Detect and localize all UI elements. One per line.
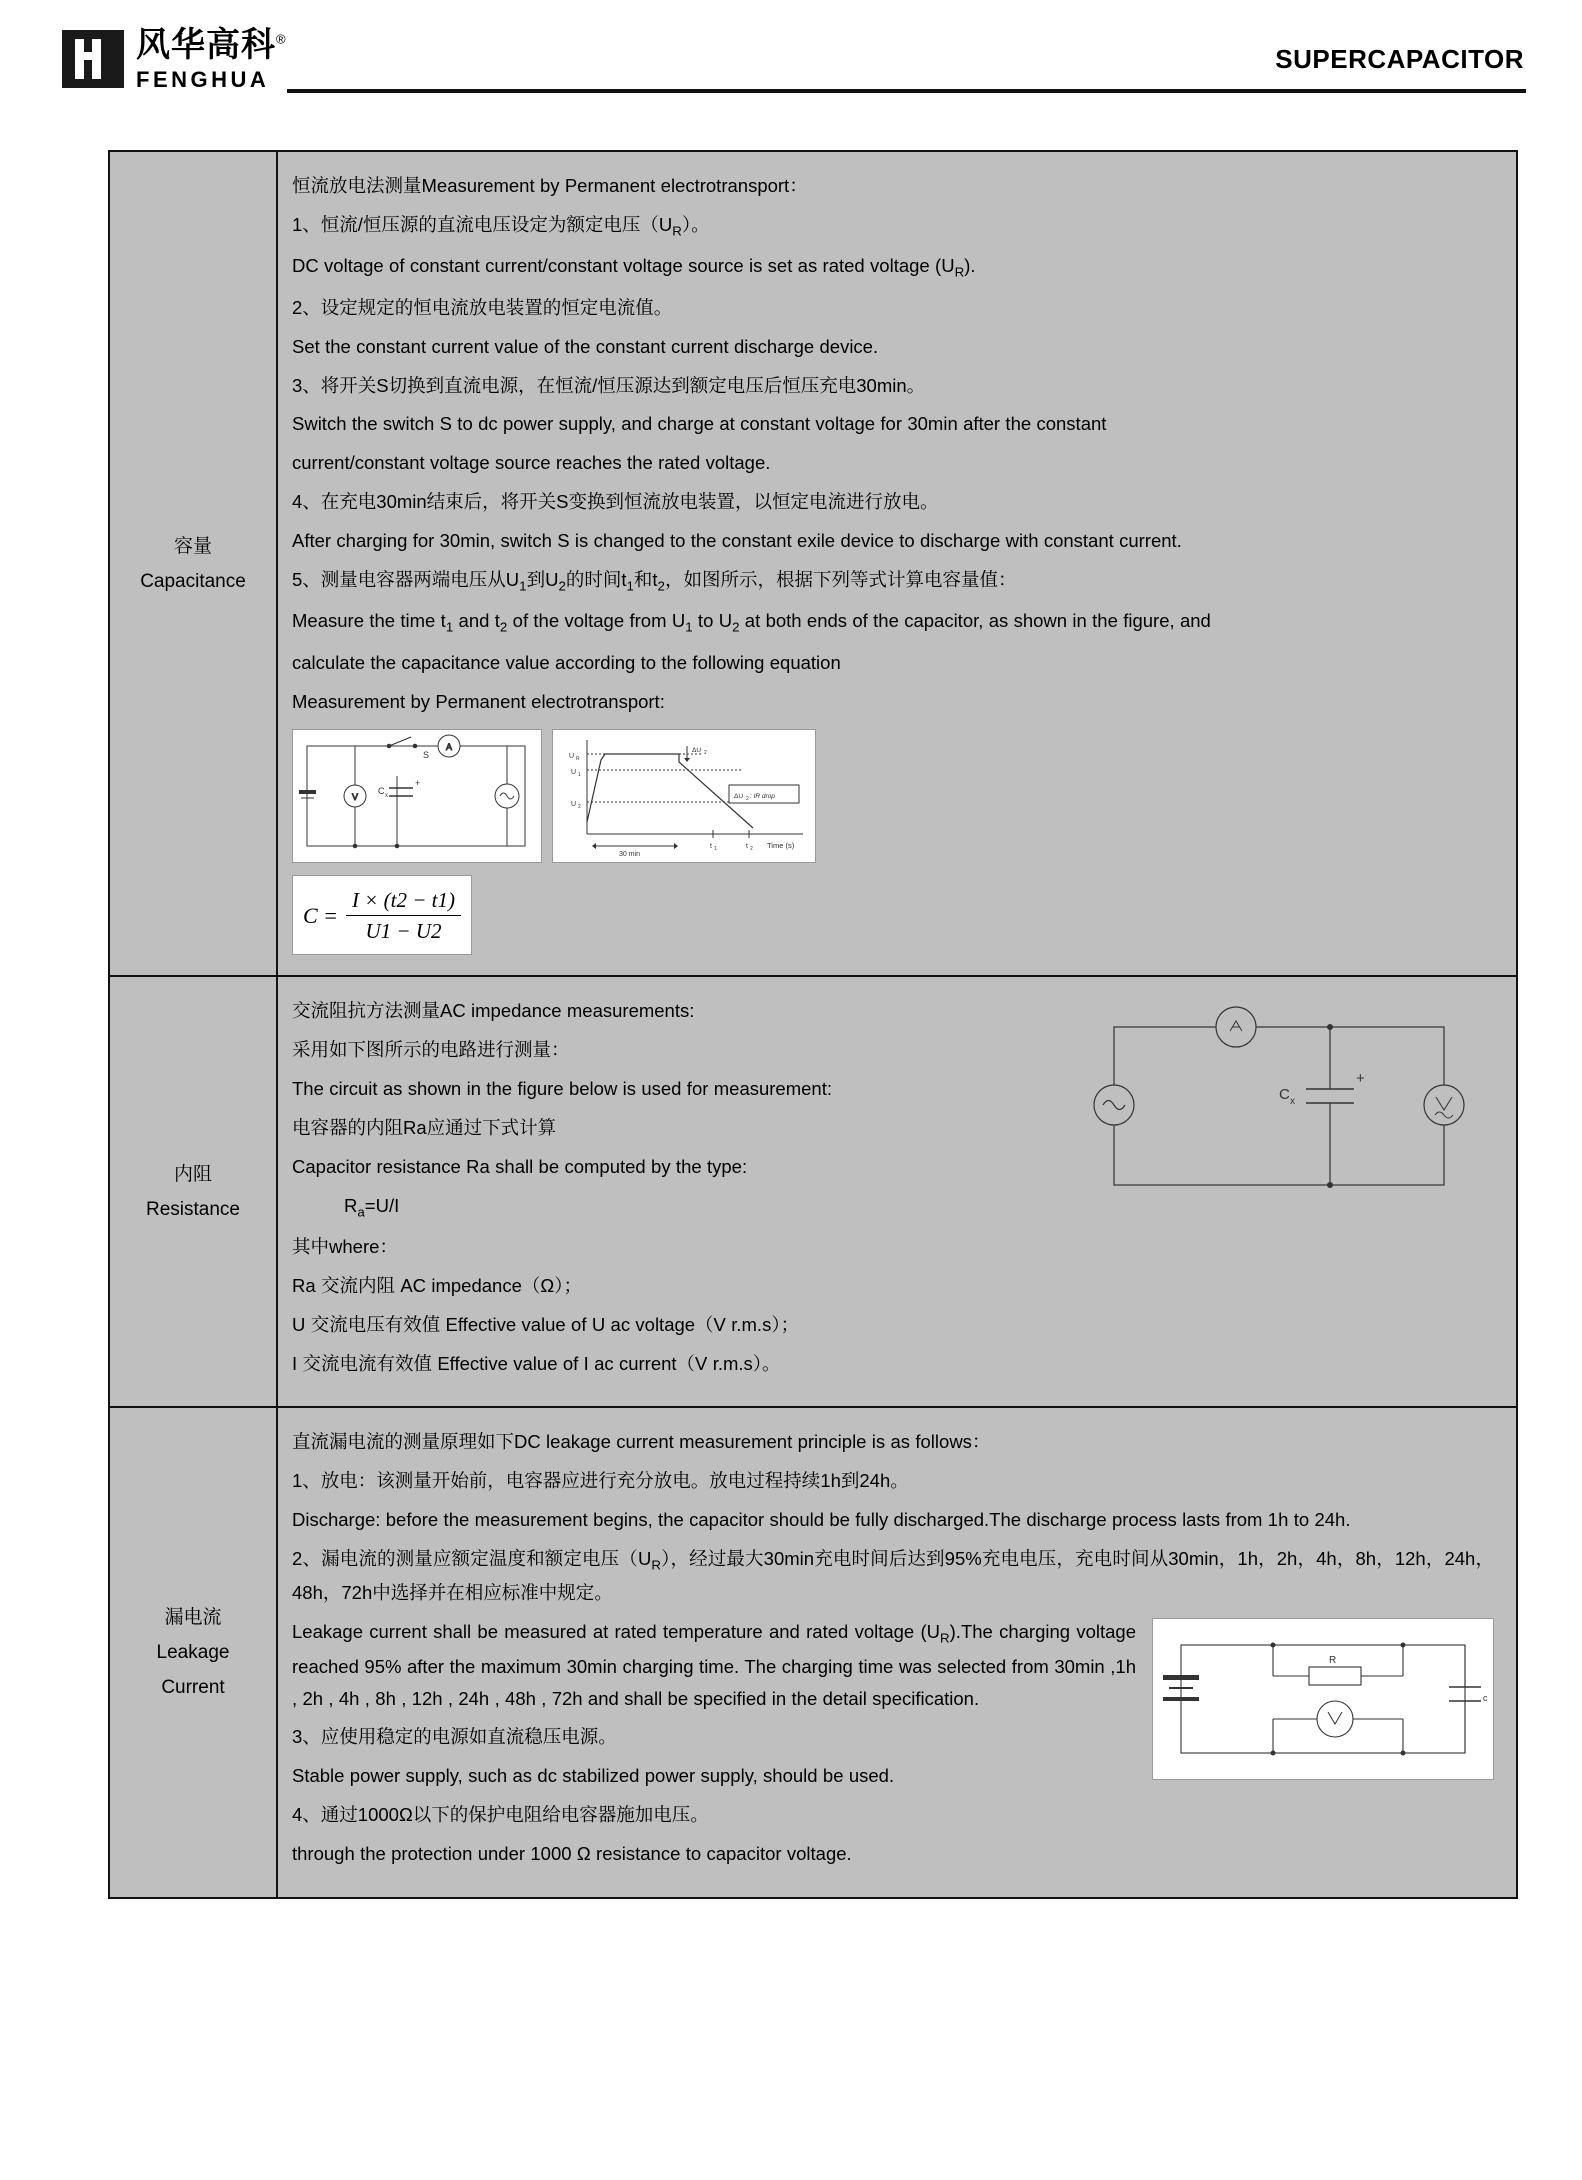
text-line: 3、将开关S切换到直流电源，在恒流/恒压源达到额定电压后恒压充电30min。 — [292, 374, 926, 396]
svg-text:x: x — [385, 793, 388, 800]
svg-text:1: 1 — [578, 772, 581, 779]
text-line: DC voltage of constant current/constant voltage source is set as rated voltage $(U_R)$. — [292, 255, 976, 281]
text-line: current/constant voltage source reaches the rated voltage. — [292, 452, 771, 474]
header-divider — [287, 89, 1526, 93]
fenghua-logo-icon — [62, 30, 124, 88]
row-label-en: Resistance — [146, 1198, 240, 1220]
text-line: Stable power supply, such as dc stabilized power supply, should be used. — [292, 1765, 895, 1787]
svg-text:30 min: 30 min — [619, 851, 641, 859]
svg-text:ΔU: ΔU — [692, 747, 702, 755]
svg-text:t: t — [746, 843, 748, 851]
text-line: 1、放电：该测量开始前，电容器应进行充分放电。放电过程持续1h到24h。 — [292, 1470, 909, 1492]
text-line: 直流漏电流的测量原理如下DC leakage current measurement principle is as follows： — [292, 1431, 991, 1453]
table-row — [109, 151, 1517, 976]
text-line: Leakage current shall be measured at rated temperature and rated voltage $(U_R).The$ charging voltage reached 95% after the maximum 30min charging time. The charging time was selected from 30min ,1h , 2h , 4h , 8h , 12h , 24h , 48h , 72h and shall be specified in the detail specification. — [292, 1621, 1136, 1709]
text-line: 5、测量电容器两端电压从$U_1$到$U_2$的时间$t_1$和$t_2$，如图所示，根据下列等式计算电容量值： — [292, 568, 1017, 594]
text-line: Capacitor resistance Ra shall be computed by the type: — [292, 1155, 748, 1177]
row-label-capacitance — [109, 151, 277, 976]
svg-text:: IR drop: : IR drop — [750, 793, 775, 801]
row-body-resistance — [277, 976, 1517, 1407]
figure-row-capacitance — [292, 729, 1494, 863]
specification-table — [108, 150, 1518, 1899]
text-line: Set the constant current value of the constant current discharge device. — [292, 335, 879, 357]
text-line: 恒流放电法测量Measurement by Permanent electrotransport： — [292, 175, 808, 196]
svg-text:A: A — [445, 742, 453, 753]
svg-text:R: R — [576, 756, 580, 763]
text-line: 3、应使用稳定的电源如直流稳压电源。 — [292, 1726, 617, 1748]
svg-text:U: U — [569, 753, 575, 761]
svg-text:2: 2 — [750, 846, 753, 853]
text-line: Measurement by Permanent electrotransport: — [292, 690, 665, 712]
row-label-leakage-current — [109, 1407, 277, 1897]
text-line: 采用如下图所示的电路进行测量： — [292, 1039, 570, 1061]
formula-denominator: U1 − U2 — [365, 918, 442, 943]
formula-numerator: I × (t2 − t1) — [346, 887, 461, 916]
svg-text:t: t — [710, 843, 712, 851]
text-line: After charging for 30min, switch S is changed to the constant exile device to discharge with constant current. — [292, 529, 1182, 551]
leakage-figure-wrap — [1152, 1618, 1494, 1780]
text-line: Discharge: before the measurement begins, the capacitor should be fully discharged.The discharge process lasts from 1h to 24h. — [292, 1508, 1351, 1530]
company-logo — [62, 26, 287, 91]
svg-text:2: 2 — [578, 804, 581, 811]
registered-mark-icon: ® — [276, 31, 287, 47]
row-body-capacitance — [277, 151, 1517, 976]
page-title: SUPERCAPACITOR — [1275, 44, 1524, 74]
resistance-text-column — [292, 995, 1060, 1386]
row-label-cn: 容量 — [173, 535, 212, 557]
row-label-en: Capacitance — [140, 570, 246, 592]
svg-text:+: + — [1356, 1070, 1365, 1088]
logo-english-name: FENGHUA — [136, 67, 270, 92]
svg-text:c: c — [1483, 1693, 1488, 1704]
row-label-resistance — [109, 976, 277, 1407]
capacitance-formula — [292, 875, 472, 955]
svg-text:C: C — [1279, 1086, 1290, 1104]
plus-label: + — [415, 778, 421, 789]
svg-text:ΔU: ΔU — [734, 793, 744, 801]
table-row — [109, 976, 1517, 1407]
row-label-en-2: Current — [161, 1677, 225, 1699]
text-line: I 交流电流有效值 Effective value of I ac current（V r.m.s）。 — [292, 1352, 781, 1374]
text-line: 交流阻抗方法测量AC impedance measurements: — [292, 1000, 695, 1022]
text-line: Ra 交流内阻 AC impedance（Ω）； — [292, 1274, 582, 1296]
text-line: Measure the time $t_1$ and $t_2$ of the voltage from $U_1$ to $U_2$ at both ends of the capacitor, as shown in the figure, and — [292, 610, 1211, 635]
text-line: Switch the switch S to dc power supply, and charge at constant voltage for 30min after the constant — [292, 413, 1107, 435]
svg-text:2: 2 — [746, 796, 749, 803]
row-label-cn: 漏电流 — [164, 1606, 222, 1628]
row-label-cn: 内阻 — [173, 1163, 212, 1185]
svg-text:U: U — [571, 801, 577, 809]
svg-text:U: U — [571, 769, 577, 777]
switch-label: S — [423, 750, 430, 761]
figure-ac-impedance-circuit — [1084, 1005, 1484, 1220]
logo-chinese-name: 风华高科® — [136, 26, 287, 64]
text-line: 2、设定规定的恒电流放电装置的恒定电流值。 — [292, 296, 673, 318]
text-line: 电容器的内阻Ra应通过下式计算 — [292, 1116, 557, 1138]
svg-text:1: 1 — [714, 846, 717, 853]
row-label-en: Leakage — [156, 1641, 230, 1663]
header-right — [287, 26, 1526, 93]
text-line: calculate the capacitance value according to the following equation — [292, 651, 841, 673]
text-line: through the protection under 1000 Ω resistance to capacitor voltage. — [292, 1842, 852, 1864]
svg-text:2: 2 — [704, 750, 707, 757]
svg-text:x: x — [1290, 1096, 1295, 1108]
formula-fraction — [346, 887, 461, 945]
text-line: U 交流电压有效值 Effective value of U ac voltage（V r.m.s）； — [292, 1313, 800, 1335]
svg-text:Time (s): Time (s) — [767, 841, 795, 851]
capacitor-label: C — [378, 786, 385, 797]
figure-discharge-graph — [552, 729, 816, 863]
svg-text:R: R — [1329, 1655, 1337, 1667]
text-line: 4、通过1000Ω以下的保护电阻给电容器施加电压。 — [292, 1803, 709, 1825]
text-line: 4、在充电30min结束后，将开关S变换到恒流放电装置，以恒定电流进行放电。 — [292, 491, 939, 513]
table-row — [109, 1407, 1517, 1897]
text-line: 其中where： — [292, 1236, 398, 1258]
figure-leakage-circuit — [1152, 1618, 1494, 1780]
page-header — [0, 0, 1582, 120]
text-line: The circuit as shown in the figure below is used for measurement: — [292, 1078, 832, 1100]
text-line: 2、漏电流的测量应额定温度和额定电压$(U_R)$，经过最大30min充电时间后达到95%充电电压，充电时间从30min，1h，2h，4h，8h，12h，24h，48h，72h中选择并在相应标准中规定。 — [292, 1547, 1494, 1604]
resistance-figure-column — [1074, 995, 1494, 1386]
logo-text — [136, 26, 287, 91]
row-body-leakage-current — [277, 1407, 1517, 1897]
resistance-equation: $R_a=U/I$ — [344, 1194, 400, 1220]
text-line: 1、恒流/恒压源的直流电压设定为额定电压$(U_R)$。 — [292, 213, 710, 239]
svg-text:V: V — [351, 792, 359, 803]
figure-discharge-circuit — [292, 729, 542, 863]
formula-lhs: C = — [302, 902, 339, 928]
